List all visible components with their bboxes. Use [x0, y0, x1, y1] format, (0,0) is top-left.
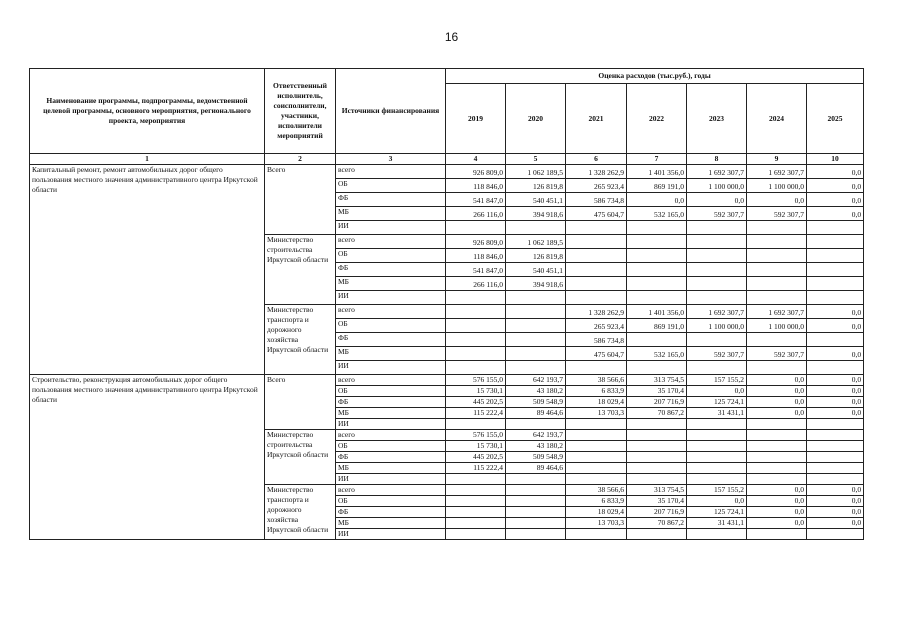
value-cell	[687, 291, 747, 305]
source-cell: ИИ	[336, 474, 446, 485]
value-cell: 586 734,8	[566, 333, 627, 347]
value-cell: 1 328 262,9	[566, 165, 627, 179]
value-cell: 0,0	[807, 518, 864, 529]
value-cell	[687, 441, 747, 452]
header-estimate: Оценка расходов (тыс.руб.), годы	[446, 69, 864, 84]
value-cell: 313 754,5	[627, 375, 687, 386]
value-cell	[807, 263, 864, 277]
value-cell: 13 703,3	[566, 518, 627, 529]
value-cell: 266 116,0	[446, 277, 506, 291]
value-cell	[506, 305, 566, 319]
value-cell: 118 846,0	[446, 179, 506, 193]
value-cell: 1 100 000,0	[687, 319, 747, 333]
value-cell	[566, 430, 627, 441]
source-cell: ИИ	[336, 361, 446, 375]
value-cell	[506, 221, 566, 235]
value-cell: 31 431,1	[687, 518, 747, 529]
value-cell: 0,0	[807, 179, 864, 193]
value-cell	[747, 235, 807, 249]
value-cell	[506, 485, 566, 496]
value-cell	[807, 221, 864, 235]
value-cell	[506, 507, 566, 518]
value-cell	[687, 263, 747, 277]
value-cell: 35 170,4	[627, 496, 687, 507]
value-cell	[687, 249, 747, 263]
value-cell: 1 062 189,5	[506, 235, 566, 249]
value-cell	[627, 333, 687, 347]
value-cell	[687, 361, 747, 375]
source-cell: всего	[336, 235, 446, 249]
budget-table	[29, 68, 864, 540]
source-cell: ОБ	[336, 319, 446, 333]
value-cell: 1 692 307,7	[747, 305, 807, 319]
column-number: 10	[807, 154, 864, 165]
value-cell	[446, 518, 506, 529]
value-cell	[446, 221, 506, 235]
value-cell	[747, 430, 807, 441]
value-cell	[506, 361, 566, 375]
value-cell	[687, 277, 747, 291]
value-cell	[627, 474, 687, 485]
value-cell: 1 692 307,7	[747, 165, 807, 179]
value-cell	[566, 441, 627, 452]
value-cell: 157 155,2	[687, 375, 747, 386]
header-source: Источники финансирования	[336, 69, 446, 154]
value-cell: 126 819,8	[506, 179, 566, 193]
executor-cell: Министерство строительства Иркутской области	[265, 235, 336, 305]
value-cell	[627, 463, 687, 474]
value-cell	[747, 463, 807, 474]
value-cell: 445 202,5	[446, 452, 506, 463]
value-cell	[747, 333, 807, 347]
value-cell: 0,0	[747, 386, 807, 397]
value-cell	[627, 291, 687, 305]
value-cell	[627, 263, 687, 277]
header-executor: Ответственный исполнитель, соисполнители, участники, исполнители мероприятий	[265, 69, 336, 154]
value-cell	[747, 263, 807, 277]
value-cell	[807, 235, 864, 249]
value-cell: 0,0	[807, 305, 864, 319]
value-cell: 89 464,6	[506, 408, 566, 419]
source-cell: всего	[336, 305, 446, 319]
value-cell	[566, 474, 627, 485]
header-year: 2024	[747, 84, 807, 154]
value-cell	[446, 419, 506, 430]
value-cell	[506, 347, 566, 361]
value-cell: 0,0	[807, 386, 864, 397]
value-cell: 15 730,1	[446, 386, 506, 397]
value-cell: 0,0	[747, 408, 807, 419]
value-cell: 157 155,2	[687, 485, 747, 496]
value-cell	[807, 249, 864, 263]
value-cell: 475 604,7	[566, 207, 627, 221]
value-cell: 0,0	[687, 386, 747, 397]
value-cell: 43 180,2	[506, 386, 566, 397]
value-cell: 926 809,0	[446, 165, 506, 179]
value-cell: 126 819,8	[506, 249, 566, 263]
value-cell: 207 716,9	[627, 397, 687, 408]
value-cell: 313 754,5	[627, 485, 687, 496]
executor-cell: Министерство транспорта и дорожного хозяйства Иркутской области	[265, 485, 336, 540]
value-cell: 926 809,0	[446, 235, 506, 249]
column-number: 5	[506, 154, 566, 165]
value-cell	[747, 221, 807, 235]
value-cell	[566, 361, 627, 375]
value-cell: 394 918,6	[506, 207, 566, 221]
value-cell: 0,0	[687, 193, 747, 207]
value-cell: 1 328 262,9	[566, 305, 627, 319]
value-cell: 576 155,0	[446, 430, 506, 441]
value-cell: 0,0	[807, 507, 864, 518]
value-cell: 0,0	[747, 375, 807, 386]
value-cell: 0,0	[807, 165, 864, 179]
source-cell: ОБ	[336, 179, 446, 193]
value-cell: 118 846,0	[446, 249, 506, 263]
executor-cell: Министерство транспорта и дорожного хозяйства Иркутской области	[265, 305, 336, 375]
value-cell: 1 100 000,0	[747, 319, 807, 333]
source-cell: ОБ	[336, 441, 446, 452]
value-cell: 0,0	[807, 319, 864, 333]
value-cell: 394 918,6	[506, 277, 566, 291]
value-cell	[687, 430, 747, 441]
value-cell: 475 604,7	[566, 347, 627, 361]
value-cell: 18 029,4	[566, 507, 627, 518]
value-cell: 0,0	[747, 518, 807, 529]
value-cell	[446, 485, 506, 496]
executor-cell: Всего	[265, 375, 336, 430]
value-cell	[506, 419, 566, 430]
value-cell: 6 833,9	[566, 386, 627, 397]
value-cell	[627, 221, 687, 235]
value-cell	[446, 496, 506, 507]
executor-cell: Министерство строительства Иркутской области	[265, 430, 336, 485]
value-cell	[566, 452, 627, 463]
value-cell	[446, 529, 506, 540]
value-cell: 0,0	[747, 507, 807, 518]
value-cell	[687, 221, 747, 235]
value-cell	[446, 347, 506, 361]
value-cell	[506, 474, 566, 485]
value-cell: 0,0	[747, 496, 807, 507]
source-cell: всего	[336, 430, 446, 441]
value-cell: 0,0	[807, 193, 864, 207]
value-cell	[566, 277, 627, 291]
column-number: 6	[566, 154, 627, 165]
value-cell: 1 692 307,7	[687, 165, 747, 179]
source-cell: ФБ	[336, 333, 446, 347]
value-cell	[446, 361, 506, 375]
value-cell: 869 191,0	[627, 319, 687, 333]
value-cell: 265 923,4	[566, 179, 627, 193]
value-cell: 0,0	[807, 347, 864, 361]
value-cell	[446, 333, 506, 347]
value-cell	[566, 235, 627, 249]
source-cell: МБ	[336, 463, 446, 474]
value-cell	[747, 474, 807, 485]
value-cell: 0,0	[807, 397, 864, 408]
value-cell	[747, 361, 807, 375]
value-cell	[506, 319, 566, 333]
source-cell: всего	[336, 375, 446, 386]
value-cell: 115 222,4	[446, 408, 506, 419]
source-cell: ФБ	[336, 507, 446, 518]
value-cell: 0,0	[807, 485, 864, 496]
value-cell	[627, 419, 687, 430]
header-year: 2022	[627, 84, 687, 154]
value-cell	[807, 474, 864, 485]
value-cell: 0,0	[807, 207, 864, 221]
value-cell: 0,0	[747, 397, 807, 408]
value-cell: 592 307,7	[747, 207, 807, 221]
value-cell	[807, 430, 864, 441]
source-cell: ОБ	[336, 496, 446, 507]
column-numbers-row	[30, 154, 864, 165]
value-cell: 1 100 000,0	[687, 179, 747, 193]
value-cell: 0,0	[747, 193, 807, 207]
value-cell	[566, 419, 627, 430]
value-cell	[446, 305, 506, 319]
source-cell: ОБ	[336, 249, 446, 263]
column-number: 3	[336, 154, 446, 165]
section-name: Капитальный ремонт, ремонт автомобильных дорог общего пользования местного значения административного центра Иркутской области	[30, 165, 265, 375]
value-cell: 35 170,4	[627, 386, 687, 397]
value-cell: 592 307,7	[687, 347, 747, 361]
value-cell: 207 716,9	[627, 507, 687, 518]
value-cell: 1 401 356,0	[627, 305, 687, 319]
value-cell: 1 062 189,5	[506, 165, 566, 179]
executor-cell: Всего	[265, 165, 336, 235]
value-cell: 125 724,1	[687, 397, 747, 408]
value-cell: 38 566,6	[566, 375, 627, 386]
value-cell	[747, 249, 807, 263]
header-row	[30, 69, 864, 84]
table-row	[30, 375, 864, 386]
value-cell	[566, 463, 627, 474]
value-cell: 592 307,7	[687, 207, 747, 221]
source-cell: ФБ	[336, 397, 446, 408]
source-cell: ИИ	[336, 529, 446, 540]
table-row	[30, 165, 864, 179]
value-cell	[627, 441, 687, 452]
value-cell: 6 833,9	[566, 496, 627, 507]
value-cell: 532 165,0	[627, 207, 687, 221]
value-cell: 43 180,2	[506, 441, 566, 452]
value-cell	[807, 361, 864, 375]
source-cell: МБ	[336, 408, 446, 419]
value-cell	[627, 452, 687, 463]
value-cell: 642 193,7	[506, 375, 566, 386]
table-body	[30, 165, 864, 540]
value-cell	[687, 474, 747, 485]
value-cell: 1 401 356,0	[627, 165, 687, 179]
header-year: 2019	[446, 84, 506, 154]
value-cell	[506, 333, 566, 347]
value-cell: 592 307,7	[747, 347, 807, 361]
value-cell	[747, 441, 807, 452]
value-cell	[807, 529, 864, 540]
column-number: 7	[627, 154, 687, 165]
value-cell	[627, 249, 687, 263]
value-cell: 38 566,6	[566, 485, 627, 496]
value-cell	[627, 361, 687, 375]
value-cell	[747, 419, 807, 430]
value-cell: 15 730,1	[446, 441, 506, 452]
value-cell: 0,0	[807, 408, 864, 419]
value-cell	[807, 441, 864, 452]
source-cell: МБ	[336, 277, 446, 291]
value-cell	[446, 507, 506, 518]
source-cell: ФБ	[336, 193, 446, 207]
source-cell: ФБ	[336, 263, 446, 277]
value-cell: 0,0	[807, 375, 864, 386]
column-number: 1	[30, 154, 265, 165]
value-cell: 265 923,4	[566, 319, 627, 333]
value-cell	[687, 235, 747, 249]
value-cell: 1 692 307,7	[687, 305, 747, 319]
value-cell	[807, 419, 864, 430]
value-cell	[687, 419, 747, 430]
value-cell	[506, 529, 566, 540]
value-cell	[687, 452, 747, 463]
value-cell	[807, 277, 864, 291]
header-name: Наименование программы, подпрограммы, ведомственной целевой программы, основного мероприятия, регионального проекта, мероприятия	[30, 69, 265, 154]
source-cell: ИИ	[336, 419, 446, 430]
header-year: 2020	[506, 84, 566, 154]
value-cell: 445 202,5	[446, 397, 506, 408]
value-cell	[807, 333, 864, 347]
value-cell	[566, 291, 627, 305]
value-cell: 0,0	[807, 496, 864, 507]
source-cell: МБ	[336, 207, 446, 221]
value-cell: 1 100 000,0	[747, 179, 807, 193]
value-cell: 586 734,8	[566, 193, 627, 207]
value-cell	[506, 496, 566, 507]
value-cell	[807, 463, 864, 474]
value-cell: 0,0	[627, 193, 687, 207]
value-cell: 18 029,4	[566, 397, 627, 408]
value-cell	[506, 518, 566, 529]
value-cell	[627, 430, 687, 441]
source-cell: ФБ	[336, 452, 446, 463]
value-cell	[506, 291, 566, 305]
value-cell: 0,0	[687, 496, 747, 507]
value-cell	[687, 463, 747, 474]
header-year: 2023	[687, 84, 747, 154]
page-number: 16	[444, 30, 459, 44]
column-number: 8	[687, 154, 747, 165]
value-cell: 540 451,1	[506, 193, 566, 207]
value-cell	[566, 263, 627, 277]
value-cell	[627, 277, 687, 291]
value-cell	[747, 277, 807, 291]
source-cell: ОБ	[336, 386, 446, 397]
value-cell: 89 464,6	[506, 463, 566, 474]
value-cell	[747, 291, 807, 305]
source-cell: ИИ	[336, 291, 446, 305]
header-year: 2025	[807, 84, 864, 154]
value-cell: 70 867,2	[627, 408, 687, 419]
value-cell: 541 847,0	[446, 193, 506, 207]
value-cell: 13 703,3	[566, 408, 627, 419]
value-cell	[687, 333, 747, 347]
value-cell: 509 548,9	[506, 397, 566, 408]
value-cell: 869 191,0	[627, 179, 687, 193]
value-cell: 540 451,1	[506, 263, 566, 277]
value-cell	[747, 529, 807, 540]
value-cell	[566, 249, 627, 263]
value-cell: 532 165,0	[627, 347, 687, 361]
value-cell: 31 431,1	[687, 408, 747, 419]
value-cell	[566, 529, 627, 540]
value-cell	[446, 291, 506, 305]
value-cell: 70 867,2	[627, 518, 687, 529]
source-cell: всего	[336, 485, 446, 496]
column-number: 2	[265, 154, 336, 165]
source-cell: ИИ	[336, 221, 446, 235]
value-cell: 115 222,4	[446, 463, 506, 474]
value-cell	[566, 221, 627, 235]
value-cell: 509 548,9	[506, 452, 566, 463]
value-cell: 0,0	[747, 485, 807, 496]
column-number: 9	[747, 154, 807, 165]
section-name: Строительство, реконструкция автомобильных дорог общего пользования местного значения административного центра Иркутской области	[30, 375, 265, 540]
value-cell	[446, 319, 506, 333]
value-cell: 266 116,0	[446, 207, 506, 221]
value-cell: 642 193,7	[506, 430, 566, 441]
value-cell	[807, 452, 864, 463]
value-cell	[807, 291, 864, 305]
value-cell	[446, 474, 506, 485]
source-cell: МБ	[336, 347, 446, 361]
value-cell: 541 847,0	[446, 263, 506, 277]
source-cell: МБ	[336, 518, 446, 529]
value-cell	[747, 452, 807, 463]
source-cell: всего	[336, 165, 446, 179]
header-year: 2021	[566, 84, 627, 154]
value-cell: 576 155,0	[446, 375, 506, 386]
value-cell	[627, 529, 687, 540]
value-cell: 125 724,1	[687, 507, 747, 518]
value-cell	[627, 235, 687, 249]
value-cell	[687, 529, 747, 540]
column-number: 4	[446, 154, 506, 165]
